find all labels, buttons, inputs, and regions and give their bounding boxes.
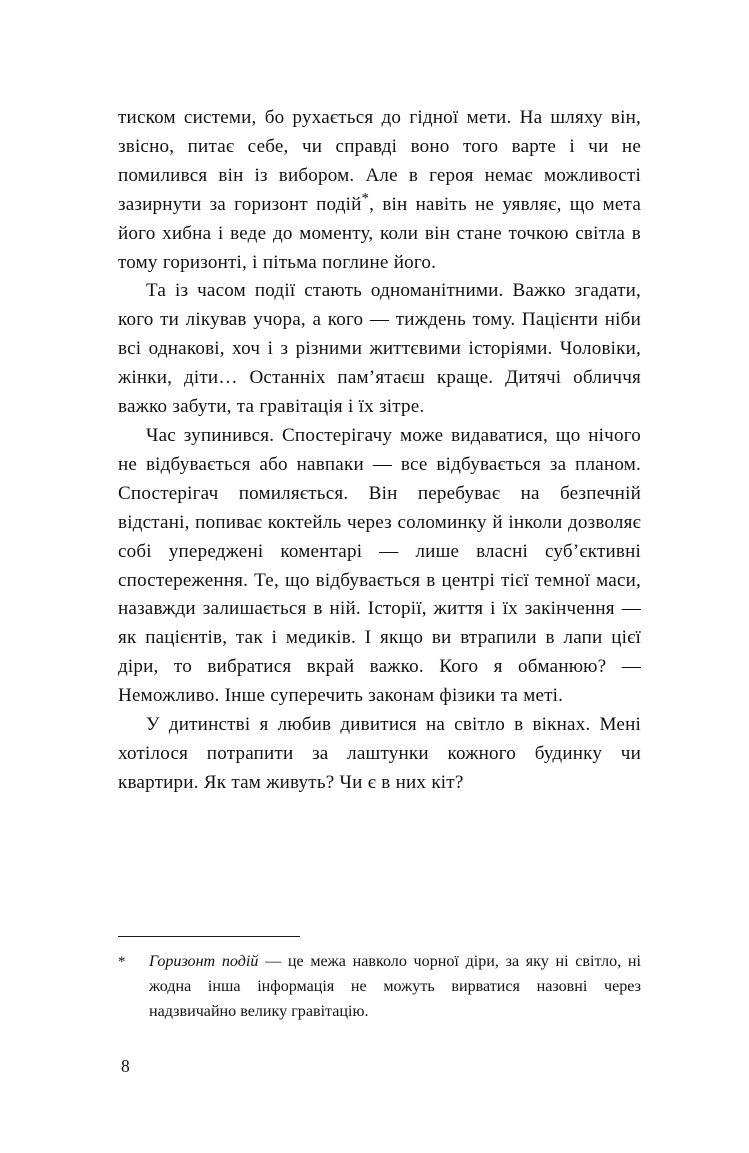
footnote-definition: — це межа навколо чорної діри, за яку ні світло, ні жодна інша інформація не можуть вирватися назовні через надзвичайно велику гравітацію. [149,953,641,1021]
footnote-term: Горизонт подій [149,953,259,970]
paragraph-text-after-footnote-ref: , він навіть не уявляє, що мета його хибна і веде до моменту, коли він стане точкою світла в тому горизонті, і пітьма поглине його. [118,193,641,273]
paragraph-text-before-footnote-ref: тиском системи, бо рухається до гідної мети. На шляху він, звісно, питає себе, чи справді воно того варте і чи не помилився він із вибором. Але в героя немає можливості зазирнути за горизонт подій [118,107,641,215]
footnote-reference-marker[interactable]: * [361,190,370,207]
paragraph-3: Час зупинився. Спостерігачу може видаватися, що нічого не відбувається або навпаки — все відбувається за планом. Спостерігач помиляється. Він перебуває на безпечній відстані, попиває коктейль через соломинку й інколи дозволяє собі упереджені коментарі — лише власні суб’єктивні спостереження. Те, що відбувається в центрі тієї темної маси, назавжди залишається в ній. Історії, життя і їх закінчення — як пацієнтів, так і медиків. І якщо ви втрапили в лапи цієї діри, то вибратися вкрай важко. Кого я обманюю? — Неможливо. Інше суперечить законам фізики та меті. [118,424,641,707]
page-number: 8 [121,1056,130,1076]
paragraph-continued [118,104,641,277]
footnote-separator-rule [118,936,300,937]
footnote-entry [118,949,641,1025]
footnote-block [118,936,641,1025]
main-text-block [118,104,641,798]
footnote-text [149,949,641,1025]
paragraph-4: У дитинстві я любив дивитися на світло в вікнах. Мені хотілося потрапити за лаштунки кожного будинку чи квартири. Як там живуть? Чи є в них кіт? [118,714,641,793]
footnote-marker: * [118,954,126,970]
paragraph-2: Та із часом події стають одноманітними. Важко згадати, кого ти лікував учора, а кого — тиждень тому. Пацієнти ніби всі однакові, хоч і з різними життєвими історіями. Чоловіки, жінки, діти… Останніх пам’ятаєш краще. Дитячі обличчя важко забути, та гравітація і їх зітре. [118,280,641,418]
